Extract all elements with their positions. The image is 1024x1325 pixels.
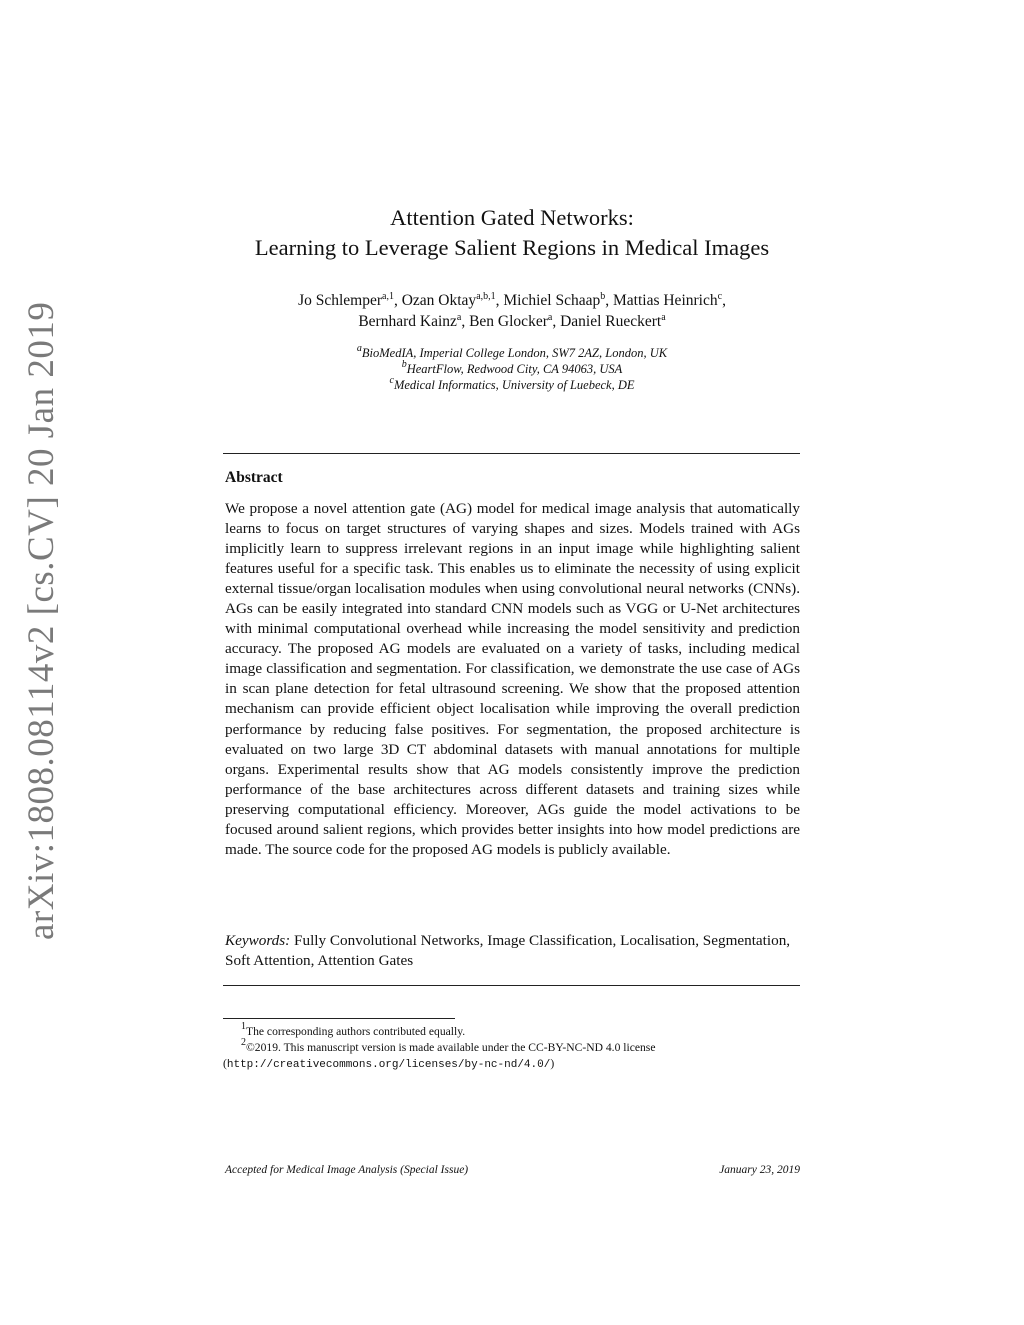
author-sup: a,b,1 — [476, 291, 496, 302]
author-list — [0, 290, 1024, 332]
title-line-1: Attention Gated Networks: — [390, 205, 634, 230]
footnote-2: $^2$©2019. This manuscript version is made available under the CC-BY-NC-ND 4.0 license — [241, 1037, 656, 1054]
author-name: Jo Schlemper — [298, 292, 383, 309]
keywords-text: Fully Convolutional Networks, Image Classification, Localisation, Segmentation, Soft Attention, Attention Gates — [225, 932, 791, 969]
affiliations — [0, 345, 1024, 393]
footnotes — [223, 1021, 803, 1073]
author-sup: a — [661, 312, 666, 323]
footnote-2-url-line: (http://creativecommons.org/licenses/by-nc-nd/4.0/) — [223, 1057, 555, 1071]
author-line-2: Bernhard Kainz$^a$, Ben Glocker$^a$, Daniel Rueckert$^a$ — [358, 312, 666, 330]
keywords — [225, 931, 800, 971]
abstract-heading: Abstract — [225, 469, 283, 486]
author-sup: b — [600, 291, 606, 302]
author-name: Ben Glocker — [469, 313, 548, 330]
title-line-2: Learning to Leverage Salient Regions in Medical Images — [254, 235, 770, 260]
author-sup: a — [456, 312, 462, 323]
paper-title — [0, 203, 1024, 263]
author-sup: a,1 — [382, 291, 394, 302]
author-line-1: Jo Schlemper$^{a,1}$, Ozan Oktay$^{a,b,1}$, Michiel Schaap$^b$, Mattias Heinrich$^c$, — [298, 291, 726, 309]
author-name: Ozan Oktay — [401, 292, 477, 309]
author-name: Daniel Rueckert — [560, 313, 662, 330]
footnote-rule — [223, 1018, 455, 1019]
author-name: Bernhard Kainz — [358, 313, 457, 330]
author-sup: a — [547, 312, 553, 323]
footer-date: January 23, 2019 — [719, 1164, 800, 1176]
author-name: Michiel Schaap — [503, 292, 601, 309]
arxiv-side-stamp: arXiv:1808.08114v2 [cs.CV] 20 Jan 2019 — [21, 301, 62, 940]
license-link[interactable]: http://creativecommons.org/licenses/by-nc-nd/4.0/ — [226, 1059, 551, 1071]
footnote-1: $^1$The corresponding authors contributed equally. — [241, 1021, 466, 1038]
abstract-top-rule — [223, 453, 800, 454]
footer-venue: Accepted for Medical Image Analysis (Special Issue) — [225, 1164, 469, 1176]
author-name: Mattias Heinrich — [613, 292, 718, 309]
affiliation: $^b$HeartFlow, Redwood City, CA 94063, USA — [401, 359, 623, 376]
affiliation: $^c$Medical Informatics, University of Luebeck, DE — [389, 375, 635, 392]
affiliation: $^a$BioMedIA, Imperial College London, SW7 2AZ, London, UK — [356, 343, 668, 360]
author-sup: c — [717, 291, 723, 302]
keywords-label: Keywords: — [225, 932, 291, 949]
abstract-bottom-rule — [223, 985, 800, 986]
page-footer — [225, 1164, 800, 1176]
abstract-body: We propose a novel attention gate (AG) model for medical image analysis that automatically learns to focus on target structures of varying shapes and sizes. Models trained with AGs implicitly learn to suppress irrelevant regions in an input image while highlighting salient features useful for a specific task. This enables us to eliminate the necessity of using explicit external tissue/organ localisation modules when using convolutional neural networks (CNNs). AGs can be easily integrated into standard CNN models such as VGG or U-Net architectures with minimal computational overhead while increasing the model sensitivity and prediction accuracy. The proposed AG models are evaluated on a variety of tasks, including medical image classification and segmentation. For classification, we demonstrate the use case of AGs in scan plane detection for fetal ultrasound screening. We show that the proposed attention mechanism can provide efficient object localisation while improving the overall prediction performance by reducing false positives. For segmentation, the proposed architecture is evaluated on two large 3D CT abdominal datasets with manual annotations for multiple organs. Experimental results show that AG models consistently improve the prediction performance of the base architectures across different datasets and training sizes while preserving computational efficiency. Moreover, AGs guide the model activations to be focused around salient regions, which provides better insights into how model predictions are made. The source code for the proposed AG models is publicly available. — [225, 500, 800, 858]
